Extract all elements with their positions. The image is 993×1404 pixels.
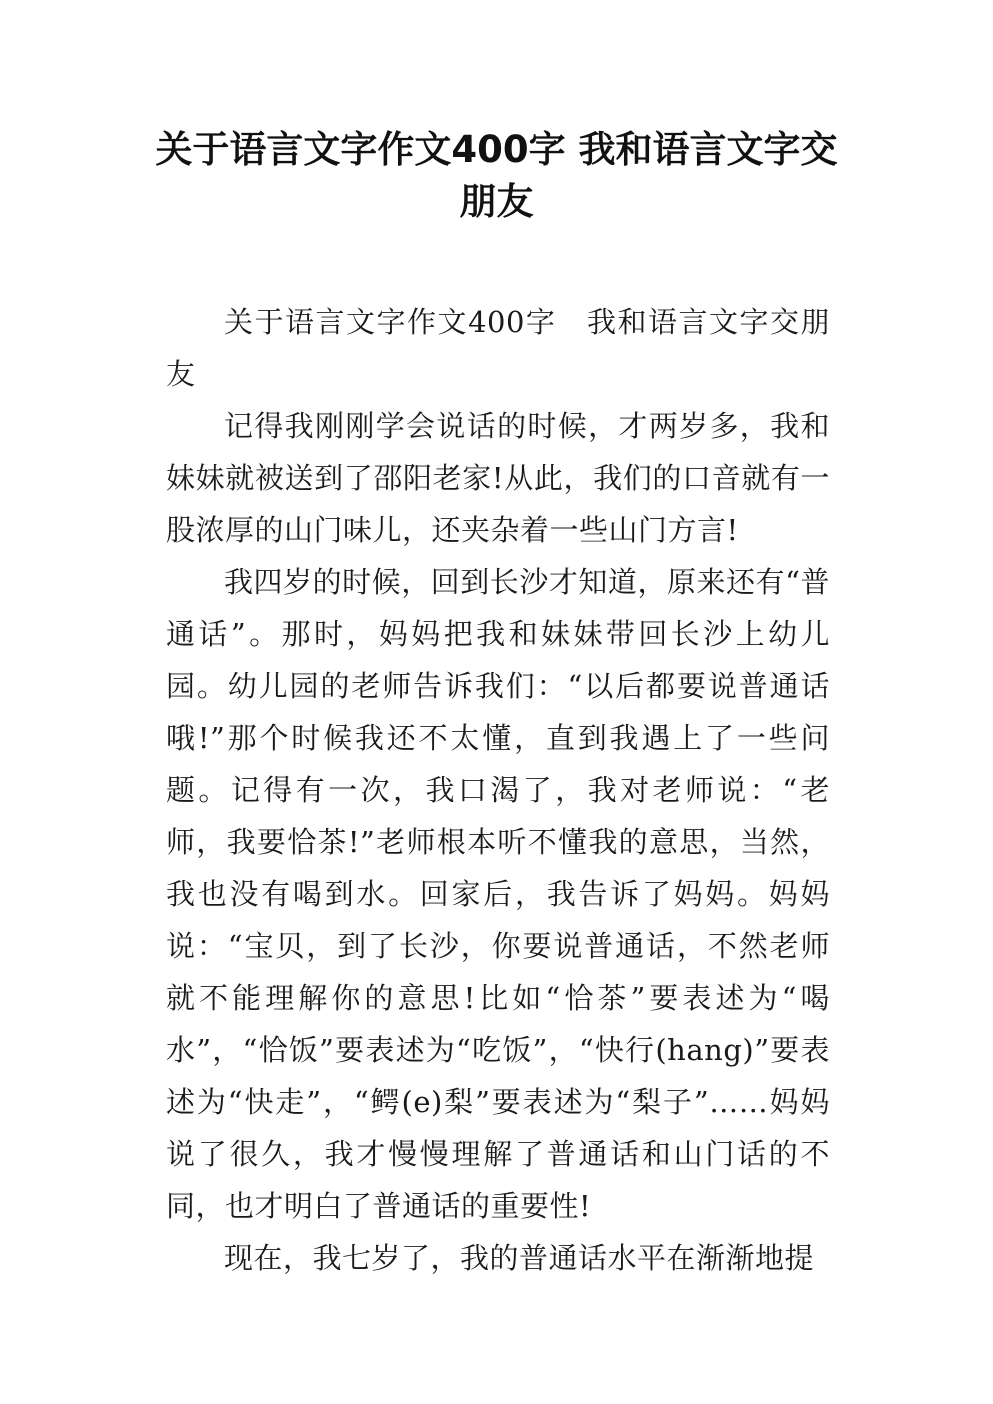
paragraph-heading: 关于语言文字作文400字 我和语言文字交朋友 [166, 305, 830, 391]
paragraph: 现在，我七岁了，我的普通话水平在渐渐地提 [224, 1241, 815, 1275]
document-title: 关于语言文字作文400字 我和语言文字交朋友 [155, 128, 838, 223]
paragraph: 我四岁的时候，回到长沙才知道，原来还有“普通话”。那时，妈妈把我和妹妹带回长沙上幼儿园。幼儿园的老师告诉我们：“以后都要说普通话哦!”那个时候我还不太懂，直到我遇上了一些问题。记得有一次，我口渴了，我对老师说：“老师，我要恰茶!”老师根本听不懂我的意思，当然，我也没有喝到水。回家后，我告诉了妈妈。妈妈说：“宝贝，到了长沙，你要说普通话，不然老师就不能理解你的意思!比如“恰茶”要表述为“喝水”，“恰饭”要表述为“吃饭”，“快行(hang)”要表述为“快走”，“鳄(e)梨”要表述为“梨子”……妈妈说了很久，我才慢慢理解了普通话和山门话的不同，也才明白了普通话的重要性! [166, 565, 830, 1223]
document-body [166, 296, 830, 1284]
paragraph: 记得我刚刚学会说话的时候，才两岁多，我和妹妹就被送到了邵阳老家!从此，我们的口音就有一股浓厚的山门味儿，还夹杂着一些山门方言! [166, 409, 830, 547]
